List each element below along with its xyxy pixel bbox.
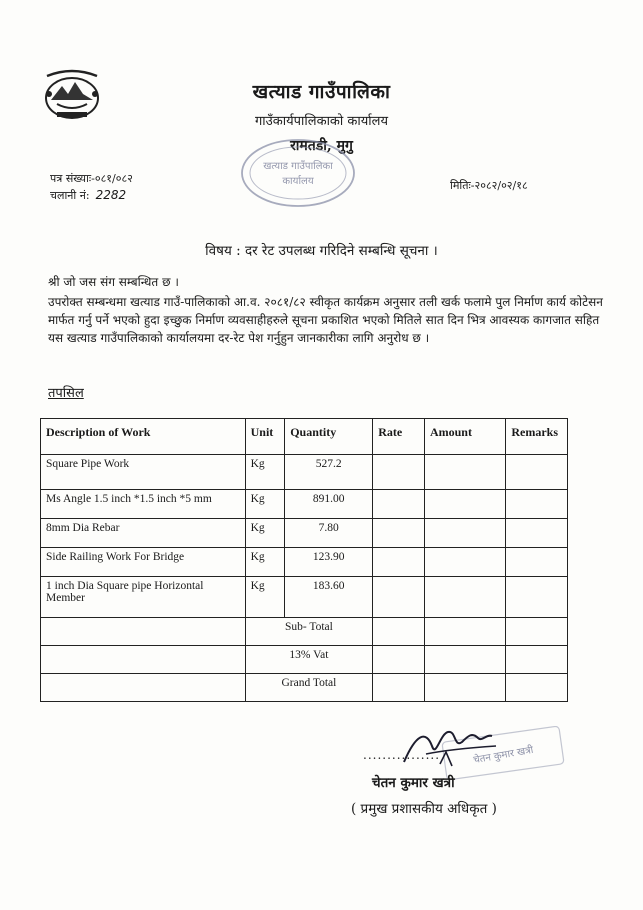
subtotal-remarks: [506, 618, 568, 646]
grand-total-rate: [373, 674, 425, 702]
row-rate: [373, 455, 425, 490]
row-description: 8mm Dia Rebar: [41, 519, 246, 548]
row-quantity: 183.60: [285, 577, 373, 618]
table-row: [41, 519, 568, 548]
row-unit: Kg: [245, 519, 285, 548]
grand-total-amount: [424, 674, 505, 702]
row-unit: Kg: [245, 455, 285, 490]
row-remarks: [506, 519, 568, 548]
header-unit: Unit: [245, 419, 285, 455]
row-quantity: 7.80: [285, 519, 373, 548]
table-row: [41, 455, 568, 490]
row-unit: Kg: [245, 490, 285, 519]
row-remarks: [506, 548, 568, 577]
details-heading: तपसिल: [48, 386, 84, 401]
subtotal-row: [41, 618, 568, 646]
office-place: रामतडी, मुगु: [290, 138, 353, 154]
subtotal-label: Sub- Total: [245, 618, 373, 646]
subject-line: विषय : दर रेट उपलब्ध गरिदिने सम्बन्धि सूचना ।: [205, 243, 438, 259]
table-row: [41, 548, 568, 577]
row-quantity: 891.00: [285, 490, 373, 519]
signature-line: ................: [363, 748, 441, 762]
subtotal-blank: [41, 618, 246, 646]
vat-rate: [373, 646, 425, 674]
table-row: [41, 490, 568, 519]
header-rate: Rate: [373, 419, 425, 455]
dispatch-number-label: चलानी नं:: [50, 189, 90, 202]
vat-label: 13% Vat: [245, 646, 373, 674]
row-remarks: [506, 577, 568, 618]
dispatch-number: [50, 188, 126, 203]
row-quantity: 527.2: [285, 455, 373, 490]
row-rate: [373, 519, 425, 548]
row-amount: [424, 519, 505, 548]
letter-number-value: ०८१/०८२: [94, 172, 133, 185]
stamp-text-1: खत्याड गाउँपालिका: [263, 161, 333, 172]
vat-row: [41, 646, 568, 674]
handwritten-signature: [396, 724, 506, 770]
header-remarks: Remarks: [506, 419, 568, 455]
table-header-row: [41, 419, 568, 455]
row-description: Side Railing Work For Bridge: [41, 548, 246, 577]
signer-designation: ( प्रमुख प्रशासकीय अधिकृत ): [351, 801, 497, 817]
row-remarks: [506, 455, 568, 490]
letter-number: [50, 171, 133, 186]
date-label: मितिः-: [450, 179, 475, 192]
grand-total-remarks: [506, 674, 568, 702]
row-amount: [424, 577, 505, 618]
header-description: Description of Work: [41, 419, 246, 455]
header-quantity: Quantity: [285, 419, 373, 455]
grand-total-row: [41, 674, 568, 702]
office-stamp: [238, 136, 358, 210]
stamp-text-2: कार्यालय: [282, 176, 314, 187]
subtotal-rate: [373, 618, 425, 646]
grand-total-label: Grand Total: [245, 674, 373, 702]
row-amount: [424, 455, 505, 490]
date-value: २०८२/०२/१८: [474, 179, 528, 192]
row-unit: Kg: [245, 548, 285, 577]
row-amount: [424, 490, 505, 519]
signature-stamp-text: चेतन कुमार खत्री: [472, 744, 535, 767]
grand-total-blank: [41, 674, 246, 702]
letter-number-label: पत्र संख्याः-: [50, 172, 95, 185]
body-paragraph: उपरोक्त सम्बन्धमा खत्याड गाउँ-पालिकाको आ.व. २०८१/८२ स्वीकृत कार्यक्रम अनुसार तली खर्क फलामे पुल निर्माण कार्य कोटेसन मार्फत गर्नु पर्ने भएको हुदा इच्छुक निर्माण व्यवसाहीहरुले सूचना प्रकाशित भएको मितिले सात दिन भित्र आवस्यक कागजात सहित यस खत्याड गाउँपालिकाको कार्यालयमा दर-रेट पेश गर्नुहुन जानकारीका लागि अनुरोध छ ।: [48, 295, 603, 346]
vat-remarks: [506, 646, 568, 674]
row-rate: [373, 490, 425, 519]
header-amount: Amount: [424, 419, 505, 455]
signer-name: चेतन कुमार खत्री: [372, 775, 455, 791]
letter-date: [450, 178, 528, 193]
subtotal-amount: [424, 618, 505, 646]
work-table: [40, 418, 568, 702]
row-rate: [373, 548, 425, 577]
vat-blank: [41, 646, 246, 674]
row-description: Square Pipe Work: [41, 455, 246, 490]
row-quantity: 123.90: [285, 548, 373, 577]
row-rate: [373, 577, 425, 618]
table-row: [41, 577, 568, 618]
vat-amount: [424, 646, 505, 674]
row-description: Ms Angle 1.5 inch *1.5 inch *5 mm: [41, 490, 246, 519]
salutation: श्री जो जस संग सम्बन्धित छ ।: [48, 275, 179, 289]
row-remarks: [506, 490, 568, 519]
row-unit: Kg: [245, 577, 285, 618]
row-amount: [424, 548, 505, 577]
row-description: 1 inch Dia Square pipe Horizontal Member: [41, 577, 246, 618]
dispatch-number-value: 2282: [95, 188, 127, 202]
org-name: खत्याड गाउँपालिका: [252, 81, 391, 103]
office-name: गाउँकार्यपालिकाको कार्यालय: [254, 114, 389, 129]
